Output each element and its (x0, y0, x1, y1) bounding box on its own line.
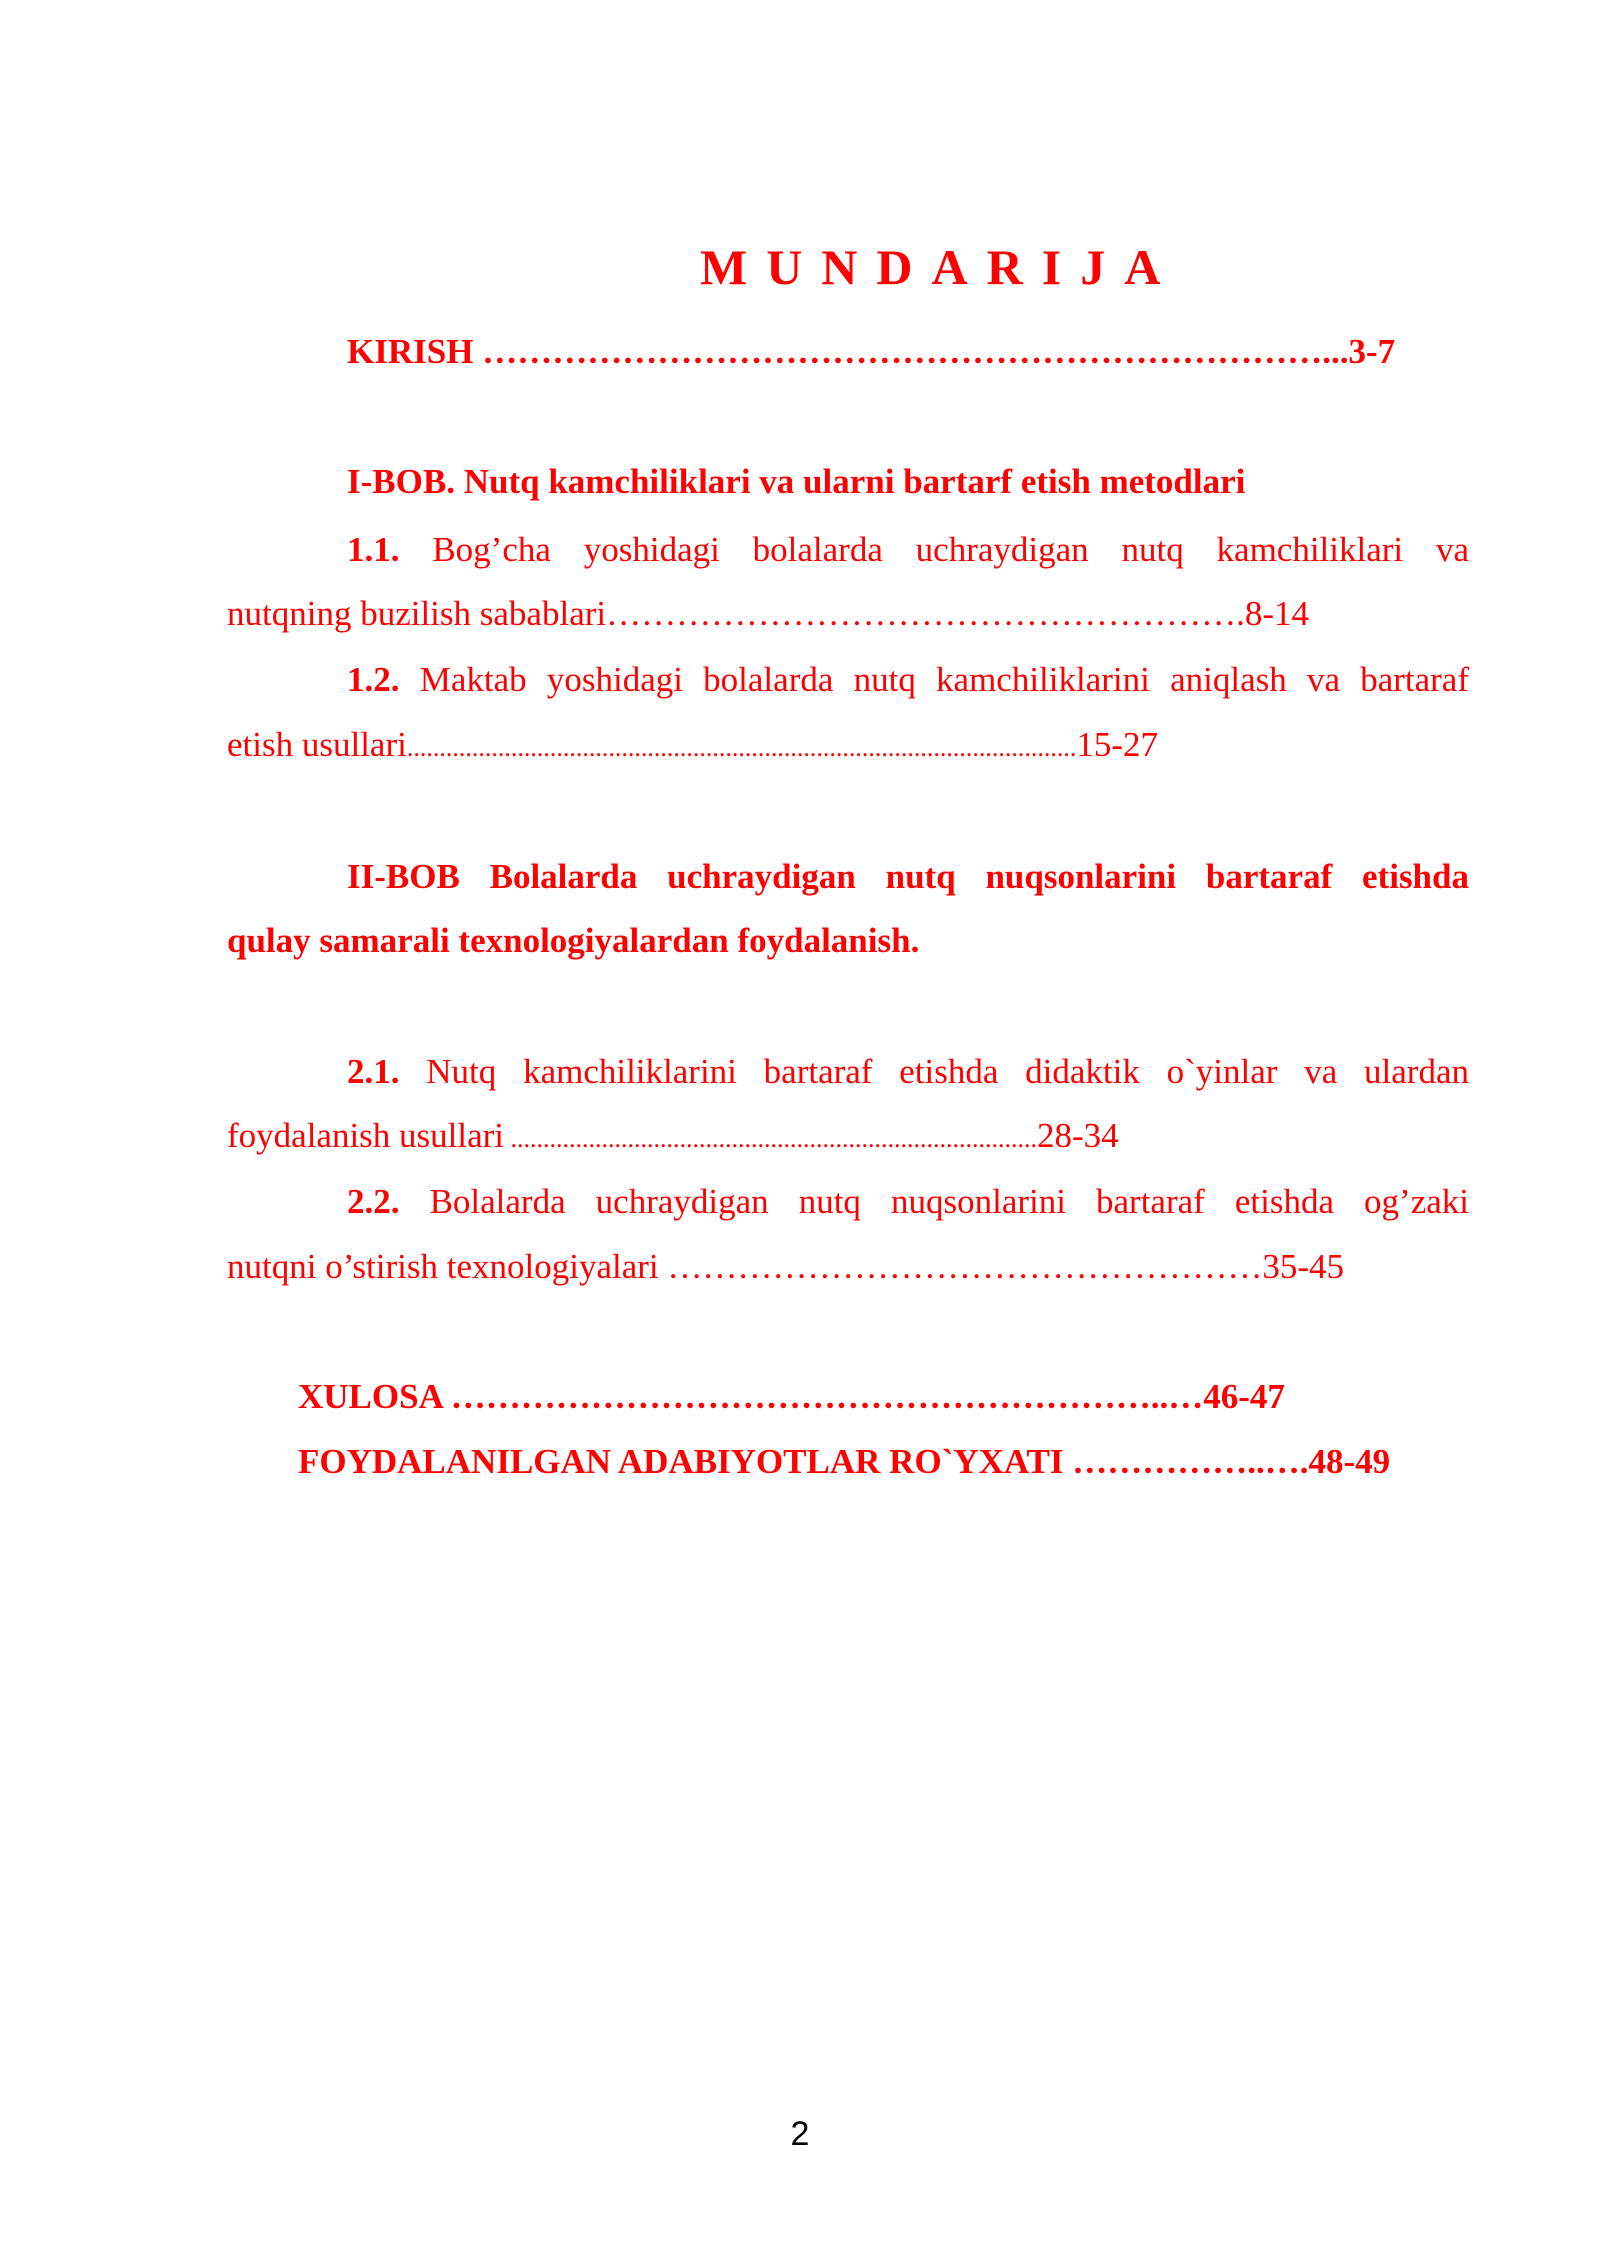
section-title-line2: foydalanish usullari (227, 1116, 505, 1155)
toc-section-1-1 (347, 532, 1469, 567)
toc-leader: ………………………………………………. (606, 594, 1245, 633)
section-number: 1.1. (347, 530, 400, 569)
section-title-line2: nutqni o’stirish texnologiyalari (227, 1247, 659, 1286)
section-title-line1: Bog’cha yoshidagi bolalarda uchraydigan nutq kamchiliklari va (432, 530, 1469, 569)
toc-leader: ………………………………………………………………... (482, 332, 1349, 371)
toc-entry-kirish (347, 334, 1395, 369)
toc-label: XULOSA (298, 1377, 442, 1416)
toc-chapter-2-cont (227, 923, 919, 958)
toc-page: 28-34 (1037, 1116, 1119, 1155)
toc-section-2-1-cont (227, 1118, 1119, 1153)
toc-section-2-2-cont (227, 1249, 1344, 1284)
toc-leader: ....................................................................................................... (406, 733, 1077, 762)
toc-chapter-1 (347, 464, 1245, 499)
toc-page: 35-45 (1262, 1247, 1345, 1286)
toc-section-1-2 (347, 662, 1469, 697)
toc-section-2-1 (347, 1054, 1469, 1089)
toc-page: 46-47 (1203, 1377, 1285, 1416)
section-title-line1: Bolalarda uchraydigan nutq nuqsonlarini bartaraf etishda og’zaki (429, 1182, 1470, 1221)
section-number: 2.2. (347, 1182, 400, 1221)
toc-page: 48-49 (1308, 1442, 1391, 1481)
toc-page: 15-27 (1076, 725, 1158, 764)
chapter-title-line1: II-BOB Bolalarda uchraydigan nutq nuqsonlarini bartaraf etishda (347, 857, 1469, 896)
toc-entry-references (298, 1444, 1390, 1479)
chapter-title-line2: qulay samarali texnologiyalardan foydalanish. (227, 921, 920, 960)
toc-leader: …………………………………………… (658, 1247, 1263, 1286)
section-title-line2: nutqning buzilish sabablari (227, 594, 607, 633)
toc-chapter-2 (347, 859, 1469, 894)
toc-section-1-2-cont (227, 727, 1158, 762)
chapter-number: I-BOB. (347, 462, 455, 501)
toc-leader: ................................................................................. (504, 1124, 1038, 1153)
toc-page: 3-7 (1348, 332, 1396, 371)
toc-leader: ……………………………………………………..… (441, 1377, 1204, 1416)
toc-label: KIRISH (347, 332, 474, 371)
toc-page: 8-14 (1244, 594, 1310, 633)
section-title-line2: etish usullari (227, 725, 407, 764)
section-number: 1.2. (347, 660, 400, 699)
toc-section-2-2 (347, 1184, 1469, 1219)
page-title: MUNDARIJA (700, 239, 1180, 295)
section-title-line1: Maktab yoshidagi bolalarda nutq kamchiliklarini aniqlash va bartaraf (419, 660, 1469, 699)
section-number: 2.1. (347, 1052, 400, 1091)
toc-leader: ……………..…. (1063, 1442, 1309, 1481)
toc-label: FOYDALANILGAN ADABIYOTLAR RO`YXATI (298, 1442, 1064, 1481)
toc-section-1-1-cont (227, 596, 1309, 631)
section-title-line1: Nutq kamchiliklarini bartaraf etishda didaktik o`yinlar va ulardan (426, 1052, 1469, 1091)
chapter-title: Nutq kamchiliklari va ularni bartarf etish metodlari (463, 462, 1246, 501)
toc-entry-xulosa (298, 1379, 1285, 1414)
page-number: 2 (790, 2115, 810, 2153)
